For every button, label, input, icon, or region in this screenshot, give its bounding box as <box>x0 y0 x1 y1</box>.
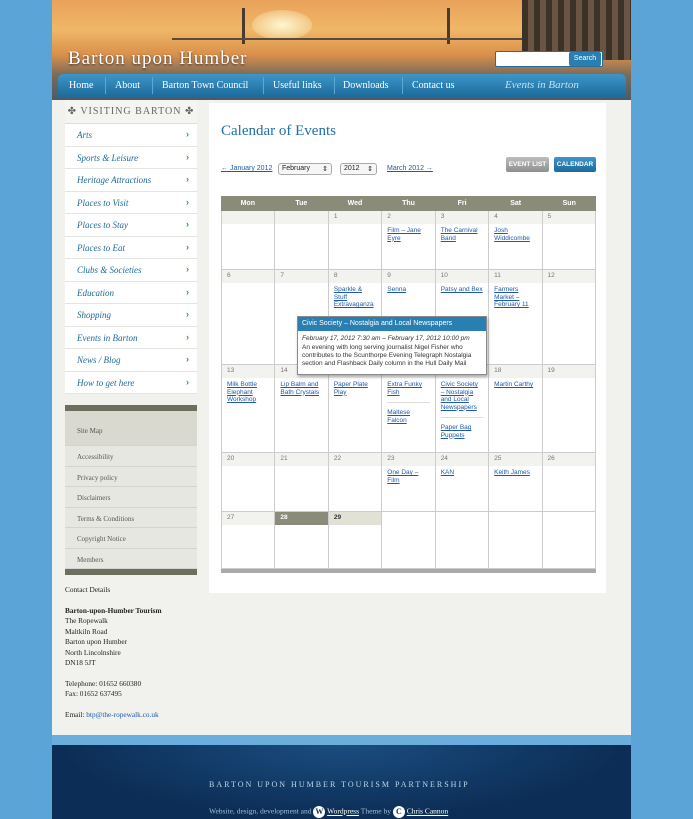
calendar-day <box>222 211 275 270</box>
day-number: 19 <box>543 365 595 378</box>
day-number: 8 <box>329 270 381 283</box>
chevron-right-icon: › <box>186 151 189 162</box>
chevron-right-icon: › <box>186 309 189 319</box>
sidebar-item-heritage[interactable] <box>65 169 197 192</box>
bridge-deck <box>172 38 572 40</box>
calendar-day <box>489 365 542 453</box>
event-link[interactable]: Sparkle & Stuff Extravaganza <box>333 286 374 308</box>
sidebar-item-education[interactable] <box>65 282 197 305</box>
year-select[interactable] <box>340 163 377 175</box>
address-line: Maltkiln Road <box>65 626 108 636</box>
link-copyright[interactable]: Copyright Notice <box>65 528 197 549</box>
nav-divider <box>105 77 106 94</box>
weekday-header <box>221 196 596 211</box>
event-link[interactable]: Patsy and Bex <box>440 286 483 293</box>
day-number: 23 <box>382 453 434 466</box>
sidebar-item-how-to-get[interactable] <box>65 372 197 395</box>
day-number: 6 <box>222 270 274 283</box>
sidebar-item-label: Events in Barton <box>77 332 138 343</box>
month-select-value: February <box>282 165 311 172</box>
sidebar-item-arts[interactable] <box>65 124 197 147</box>
page <box>52 0 631 819</box>
day-number: 24 <box>436 453 488 466</box>
day-number: 20 <box>222 453 274 466</box>
calendar-week <box>221 365 596 453</box>
calendar-day <box>329 512 382 569</box>
sidebar-item-label: Shopping <box>77 310 112 320</box>
link-privacy[interactable]: Privacy policy <box>65 467 197 488</box>
search-button[interactable]: Search <box>569 52 601 66</box>
sidebar-item-label: Clubs & Societies <box>77 265 142 275</box>
link-accessibility[interactable]: Accessibility <box>65 446 197 467</box>
page-title: Calendar of Events <box>221 123 336 139</box>
weekday-sun: Sun <box>562 200 576 207</box>
event-link[interactable]: Farmers Market – February 11 <box>494 286 529 308</box>
calendar-day <box>329 365 382 453</box>
calendar-day <box>382 211 435 270</box>
day-number: 4 <box>489 211 541 224</box>
nav-divider <box>152 77 153 94</box>
month-select[interactable] <box>278 163 332 175</box>
contact-heading: Contact Details <box>65 585 111 594</box>
weekday-thu: Thu <box>402 200 415 207</box>
chevron-right-icon: › <box>186 286 189 297</box>
nav-downloads[interactable]: Downloads <box>343 80 389 91</box>
address-line: The Ropewalk <box>65 616 108 625</box>
calendar-day <box>489 512 542 569</box>
sidebar-item-label: News / Blog <box>77 355 121 365</box>
calendar-day <box>543 453 596 512</box>
day-number <box>275 211 327 224</box>
sidebar-item-label: Places to Visit <box>77 197 129 208</box>
day-number: 1 <box>329 211 381 224</box>
select-arrows-icon: ⇕ <box>322 166 328 173</box>
author-logo-icon: C <box>393 806 405 818</box>
day-number: 7 <box>275 270 327 283</box>
chevron-right-icon: › <box>186 174 189 184</box>
main-nav <box>58 74 626 97</box>
event-link[interactable]: KAN <box>440 469 455 476</box>
nav-events-label: Events in Barton <box>505 79 579 91</box>
sidebar-item-label: Heritage Attractions <box>77 175 152 185</box>
nav-about[interactable]: About <box>115 80 140 91</box>
calendar-day <box>436 211 489 270</box>
chevron-right-icon: › <box>186 354 189 364</box>
contact-org: Barton-upon-Humber Tourism <box>65 605 162 615</box>
sidebar-item-label: Sports & Leisure <box>77 152 139 163</box>
email-link[interactable]: btp@the-ropewalk.co.uk <box>86 709 159 719</box>
wordpress-link[interactable]: Wordpress <box>327 806 360 816</box>
sidebar-item-places-stay[interactable] <box>65 214 197 237</box>
address-line: DN18 5JT <box>65 658 96 667</box>
day-number: 11 <box>489 270 541 283</box>
nav-useful-links[interactable]: Useful links <box>273 80 322 91</box>
day-number: 22 <box>329 453 381 466</box>
next-month[interactable] <box>387 165 433 172</box>
prev-month-link[interactable]: ← January 2012 <box>221 165 273 172</box>
calendar-bottom-bar <box>221 569 596 573</box>
chevron-right-icon: › <box>186 376 189 387</box>
site-title[interactable]: Barton upon Humber <box>68 48 248 69</box>
event-tooltip <box>297 316 487 375</box>
author-link[interactable]: Chris Cannon <box>406 806 449 816</box>
chevron-right-icon: › <box>186 241 189 252</box>
sidebar-item-events[interactable] <box>65 327 197 350</box>
event-link[interactable]: Extra Funky Fish <box>387 381 422 396</box>
contact-fax: Fax: 01652 637495 <box>65 689 122 698</box>
day-number: 13 <box>222 365 274 378</box>
calendar-day <box>222 453 275 512</box>
nav-contact[interactable]: Contact us <box>412 80 455 91</box>
sidebar-item-label: Education <box>77 287 114 298</box>
contact-telephone: Telephone: 01652 660380 <box>65 678 142 688</box>
day-number: 3 <box>436 211 488 224</box>
calendar-day <box>436 365 489 453</box>
nav-divider <box>263 77 264 94</box>
weekday-fri: Fri <box>457 200 467 207</box>
event-link[interactable]: Martin Carthy <box>494 381 534 388</box>
footer-theme-text: Theme by <box>360 806 391 816</box>
sidebar-heading: ✤ VISITING BARTON ✤ <box>65 100 197 124</box>
day-number: 2 <box>382 211 434 224</box>
day-number <box>222 211 274 224</box>
footer-partnership: BARTON UPON HUMBER TOURISM PARTNERSHIP <box>209 780 470 789</box>
nav-town-council[interactable]: Barton Town Council <box>162 80 249 91</box>
sun-graphic <box>252 10 312 40</box>
day-number: 26 <box>543 453 595 466</box>
tooltip-time: February 17, 2012 7:30 am – February 17, 2012 10:00 pm <box>302 335 470 342</box>
calendar-day <box>275 211 328 270</box>
tooltip-title: Civic Society – Nostalgia and Local Newspapers <box>298 317 486 331</box>
event-list-button[interactable]: EVENT LIST <box>506 157 549 172</box>
nav-home[interactable]: Home <box>69 80 94 91</box>
contact-details <box>65 585 205 720</box>
calendar-day <box>382 453 435 512</box>
chevron-right-icon: › <box>186 264 189 274</box>
calendar-day <box>222 365 275 453</box>
sidebar-item-shopping[interactable] <box>65 304 197 327</box>
event-link[interactable]: Keith James <box>494 469 530 476</box>
sidebar-item-news[interactable] <box>65 349 197 372</box>
day-number: 25 <box>489 453 541 466</box>
link-site-map[interactable]: Site Map <box>65 411 197 446</box>
nav-divider <box>334 77 335 94</box>
link-members[interactable]: Members <box>65 549 197 570</box>
day-number: 27 <box>222 512 274 525</box>
calendar-day <box>329 211 382 270</box>
day-number: 28 <box>275 512 327 525</box>
weekday-wed: Wed <box>347 200 363 207</box>
event-link[interactable]: One Day – Film <box>387 469 419 484</box>
sidebar-item-clubs[interactable] <box>65 259 197 282</box>
footer-links-menu <box>65 405 197 575</box>
day-number: 14 <box>275 365 327 378</box>
day-number: 21 <box>275 453 327 466</box>
footer <box>52 735 631 819</box>
calendar-day <box>489 211 542 270</box>
day-number: 29 <box>329 512 381 525</box>
link-terms[interactable]: Terms & Conditions <box>65 508 197 529</box>
calendar-week <box>221 512 596 569</box>
calendar-day <box>543 512 596 569</box>
chevron-right-icon: › <box>186 196 189 207</box>
address-line: Barton upon Humber <box>65 637 128 646</box>
sidebar-item-sports[interactable] <box>65 147 197 170</box>
sidebar-item-label: Places to Eat <box>77 242 125 253</box>
wordpress-logo-icon: W <box>315 807 324 816</box>
calendar-grid <box>221 196 596 573</box>
prev-month[interactable] <box>221 165 272 172</box>
event-link[interactable]: Paper Bag Puppets <box>440 424 472 439</box>
event-link[interactable]: Maltese Falcon <box>387 409 411 424</box>
weekday-mon: Mon <box>240 200 255 207</box>
link-disclaimers[interactable]: Disclaimers <box>65 487 197 508</box>
next-month-link[interactable]: March 2012 → <box>387 165 433 172</box>
calendar-day <box>275 512 328 569</box>
calendar-day <box>222 512 275 569</box>
calendar-day <box>382 365 435 453</box>
sidebar-item-label: Arts <box>77 130 93 140</box>
event-link[interactable]: Milk Bottle Elephant Workshop <box>227 381 257 403</box>
address-line: North Lincolnshire <box>65 647 121 657</box>
chevron-right-icon: › <box>186 219 189 229</box>
chevron-right-icon: › <box>186 331 189 342</box>
calendar-day <box>382 512 435 569</box>
day-number: 10 <box>436 270 488 283</box>
event-link[interactable]: The Carnival Band <box>440 227 478 242</box>
calendar-day <box>543 211 596 270</box>
calendar-day <box>543 365 596 453</box>
day-number: 9 <box>382 270 434 283</box>
day-number: 5 <box>543 211 595 224</box>
year-select-value: 2012 <box>344 165 360 172</box>
day-number: 12 <box>543 270 595 283</box>
calendar-day <box>543 270 596 365</box>
calendar-day <box>436 453 489 512</box>
email-label: Email: <box>65 709 87 719</box>
sidebar <box>65 100 197 394</box>
header-banner <box>52 0 631 100</box>
select-arrows-icon: ⇕ <box>367 166 373 173</box>
event-link[interactable]: Paper Plate Play <box>333 381 368 396</box>
sidebar-item-places-eat[interactable] <box>65 237 197 260</box>
footer-credits <box>209 806 448 818</box>
calendar-day <box>436 512 489 569</box>
weekday-tue: Tue <box>295 200 308 207</box>
tooltip-description: An evening with long serving journalist Nigel Fisher who contributes to the Scunthorpe Evening Telegraph Nostalgia section and Flashback Daily column in the Hull Daily Mail <box>302 344 472 367</box>
sidebar-item-label: Places to Stay <box>77 220 128 230</box>
calendar-day <box>275 453 328 512</box>
event-link[interactable]: Josh Widdicombe <box>494 227 530 242</box>
day-number: 18 <box>489 365 541 378</box>
calendar-day <box>275 365 328 453</box>
event-link[interactable]: Lip Balm and Bath Crystals <box>280 381 320 396</box>
main-content <box>209 103 606 593</box>
calendar-day <box>489 270 542 365</box>
calendar-button[interactable]: CALENDAR <box>554 157 596 172</box>
event-link[interactable]: Senna <box>387 286 407 293</box>
event-link[interactable]: Civic Society – Nostalgia and Local Newspapers <box>440 381 478 411</box>
nav-divider <box>402 77 403 94</box>
sidebar-item-places-visit[interactable] <box>65 192 197 215</box>
chevron-right-icon: › <box>186 129 189 139</box>
calendar-week <box>221 211 596 270</box>
sidebar-item-label: How to get here <box>77 377 135 388</box>
calendar-day <box>489 453 542 512</box>
calendar-day <box>329 453 382 512</box>
weekday-sat: Sat <box>510 200 522 207</box>
calendar-week <box>221 453 596 512</box>
event-link[interactable]: Film – Jane Eyre <box>387 227 421 242</box>
footer-credit-text: Website, design, development and <box>209 806 312 816</box>
calendar-day <box>222 270 275 365</box>
